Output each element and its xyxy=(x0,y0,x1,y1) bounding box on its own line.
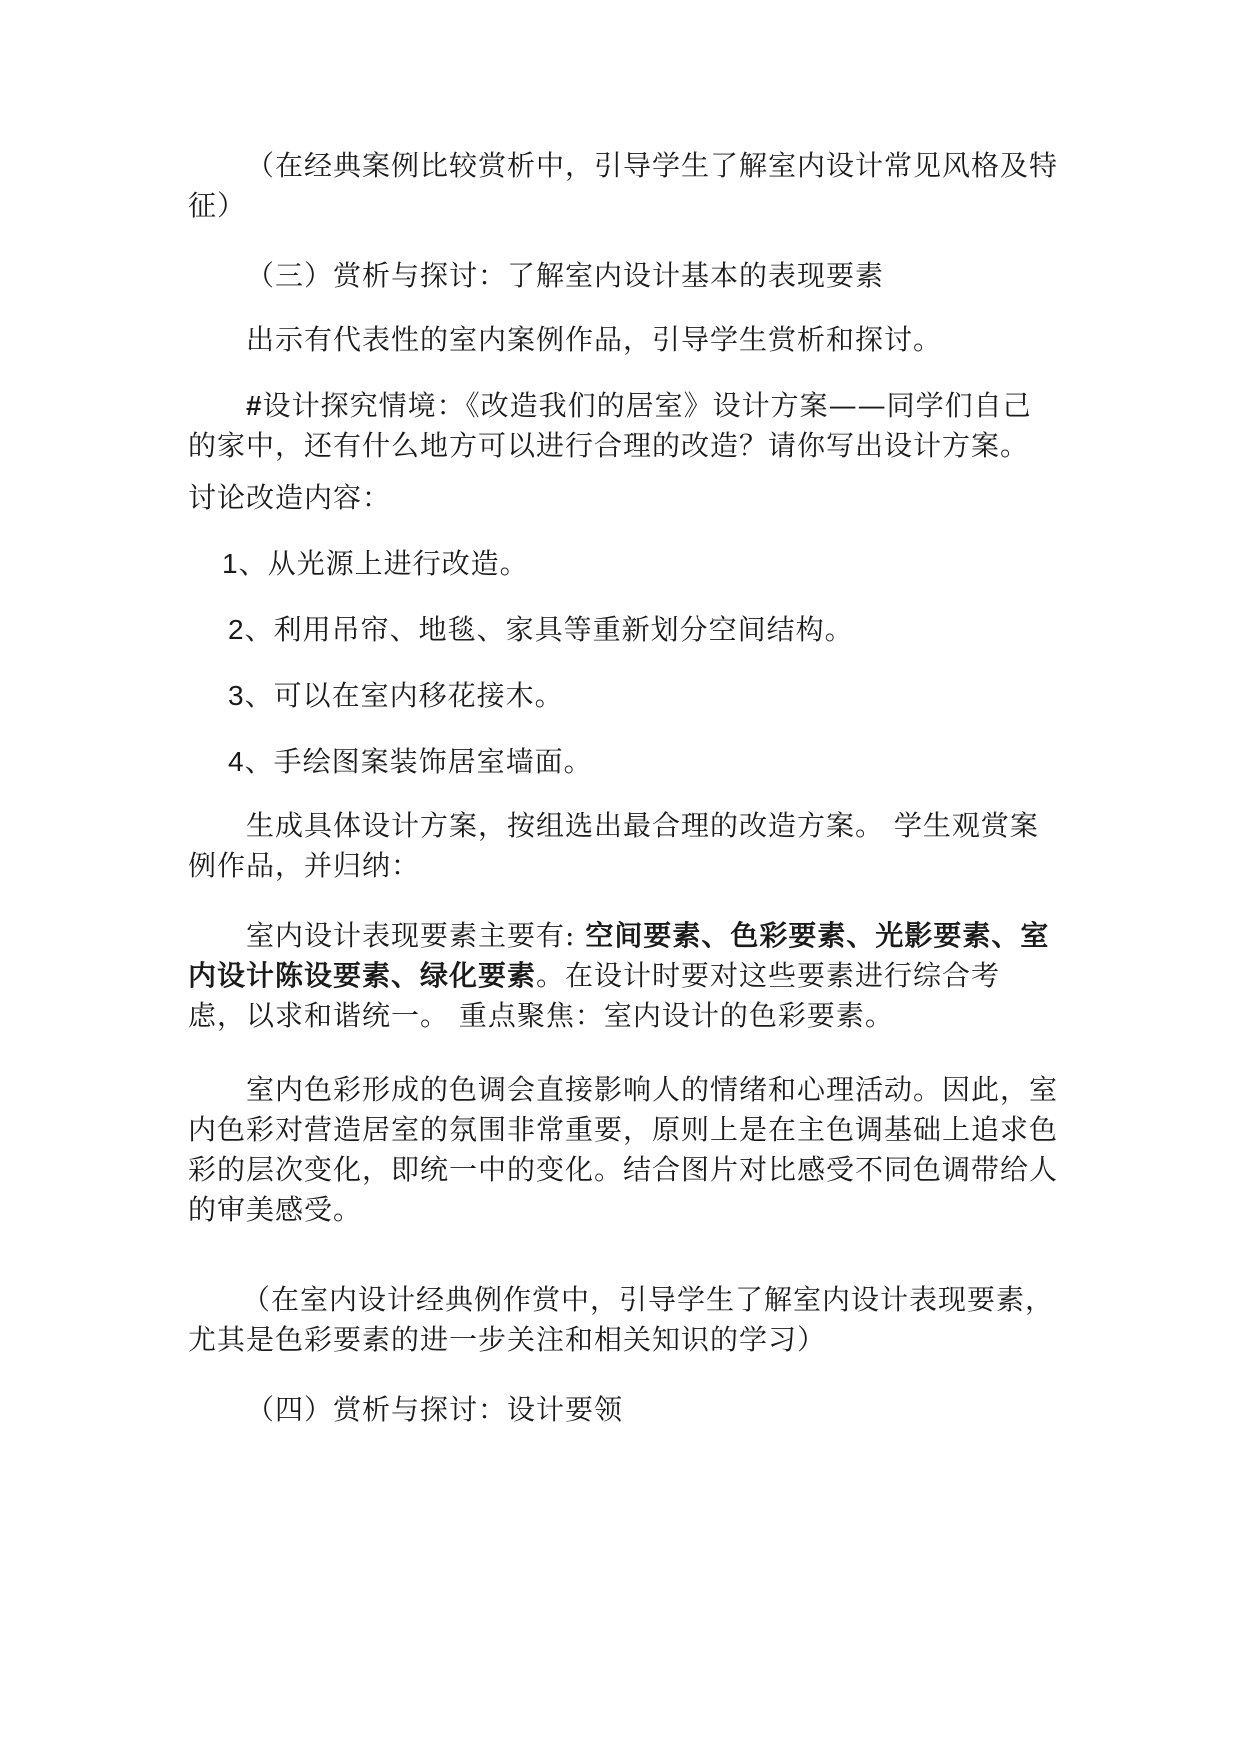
hash-mark: # xyxy=(246,390,263,421)
paragraph-design-scenario xyxy=(188,386,1058,466)
list-number: 1 xyxy=(222,548,239,579)
design-scenario-text: 设计探究情境：《改造我们的居室》设计方案——同学们自己的家中，还有什么地方可以进行合理的改造？请你写出设计方案。 xyxy=(188,389,1032,462)
elements-intro: 室内设计表现要素主要有: xyxy=(246,919,586,952)
paragraph-appreciation-note: （在室内设计经典例作赏中，引导学生了解室内设计表现要素，尤其是色彩要素的进一步关注和相关知识的学习） xyxy=(188,1283,1055,1356)
paragraph-show-cases: 出示有代表性的室内案例作品，引导学生赏析和探讨。 xyxy=(246,323,943,356)
list-item xyxy=(228,610,1098,650)
list-item xyxy=(228,742,1098,782)
list-item xyxy=(222,544,1092,584)
list-number: 3 xyxy=(228,680,245,711)
list-text: 、手绘图案装饰居室墙面。 xyxy=(244,745,593,778)
section-heading-4: （四）赏析与探讨：设计要领 xyxy=(246,1393,624,1426)
list-text: 、从光源上进行改造。 xyxy=(238,547,529,580)
list-text: 、利用吊帘、地毯、家具等重新划分空间结构。 xyxy=(244,613,854,646)
paragraph-color-tone: 室内色彩形成的色调会直接影响人的情绪和心理活动。因此，室内色彩对营造居室的氛围非常重要，原则上是在主色调基础上追求色彩的层次变化，即统一中的变化。结合图片对比感受不同色调带给人的审美感受。 xyxy=(188,1073,1059,1226)
section-heading-3: （三）赏析与探讨：了解室内设计基本的表现要素 xyxy=(246,259,885,292)
paragraph-discussion-label: 讨论改造内容： xyxy=(188,481,392,514)
list-text: 、可以在室内移花接木。 xyxy=(244,679,564,712)
list-number: 4 xyxy=(228,746,245,777)
elements-conclusion: 。在设计时要对这些要素进行综合考虑，以求和谐统一。 重点聚焦：室内设计的色彩要素。 xyxy=(188,959,1001,1032)
paragraph-style-note: （在经典案例比较赏析中，引导学生了解室内设计常见风格及特征） xyxy=(188,149,1059,222)
list-item xyxy=(228,676,1098,716)
paragraph-generate-plan: 生成具体设计方案，按组选出最合理的改造方案。 学生观赏案例作品，并归纳： xyxy=(188,809,1039,882)
list-number: 2 xyxy=(228,614,245,645)
elements-list-bold: 空间要素、色彩要素、光影要素、室内设计陈设要素、绿化要素 xyxy=(188,919,1050,992)
paragraph-elements xyxy=(188,916,1058,1036)
